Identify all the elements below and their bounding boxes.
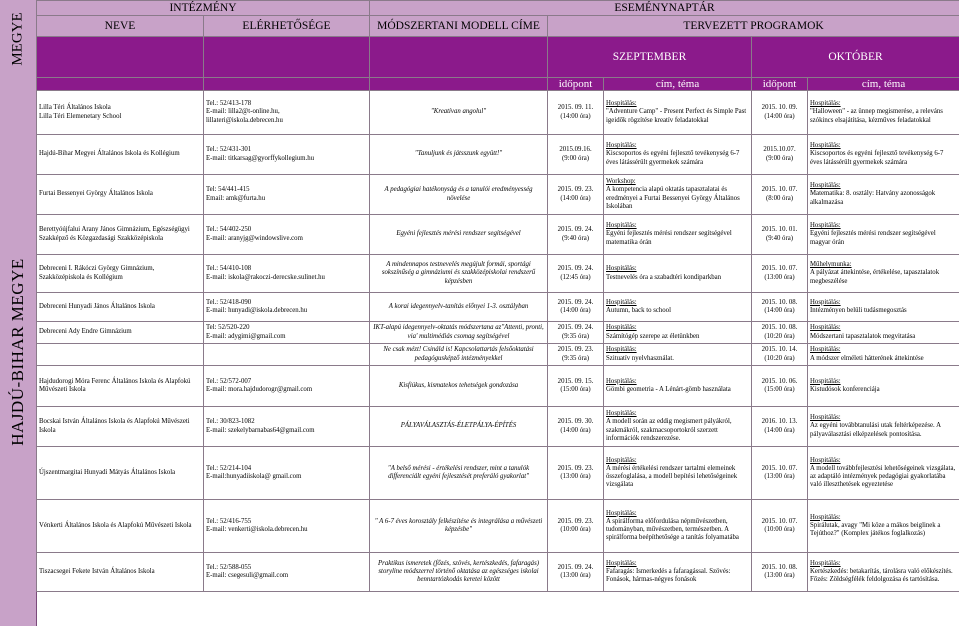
sep-event-text: A kompetencia alapú oktatás tapasztalatai és eredményei a Furtai Bessenyei György Általános Iskolában xyxy=(606,186,740,210)
oct-date: 2015. 10. 07. xyxy=(761,186,798,194)
oct-event-cell xyxy=(808,293,959,322)
sep-event-text: "Adventure Camp" - Present Perfect és Simple Past igeidők rögzítése kreatív feladatokkal xyxy=(606,108,747,124)
szeptember-header: SZEPTEMBER xyxy=(548,37,752,78)
oct-event-cell xyxy=(808,500,959,553)
table-row xyxy=(37,293,959,322)
oct-event-text: A pályázat áttekintése, értékelése, tapasztalatok megbeszélése xyxy=(810,269,940,285)
oct-date: 2015. 10. 07. xyxy=(761,517,798,525)
contact-cell xyxy=(204,553,370,592)
sep-date: 2015. 09. 23. xyxy=(557,186,594,194)
school-name-cell xyxy=(37,135,204,175)
sep-date: (14:00 óra) xyxy=(560,307,591,314)
sep-event-text: Autumn, back to school xyxy=(606,307,671,314)
sep-event-text: Testnevelés óra a szabadtéri kondiparkban xyxy=(606,273,722,281)
oct-date: 2015. 10. 07. xyxy=(761,464,798,472)
sep-event-text: A spirálforma előfordulása népművészetben, tudományban, művészetben, természetben. A spirálforma beépíthetősége a tanítás folyamatába xyxy=(606,517,739,542)
sep-date: (14:00 óra) xyxy=(560,426,591,434)
sep-event-cell xyxy=(604,553,752,592)
sep-event-text: Szituatív nyelvhasználat. xyxy=(606,354,674,362)
model-title-cell xyxy=(370,255,548,293)
oct-event-type: Hospitálás: xyxy=(810,559,841,567)
contact-line: Tel.: 52/413-178 xyxy=(206,100,252,108)
sep-event-text: A mérési értékelési rendszer tartalmi elemeinek összefoglalása, a modell bepítési lehetőségeinek vizsgálata xyxy=(606,464,738,489)
oct-date-cell xyxy=(752,366,808,407)
oct-date: (13:00 óra) xyxy=(764,572,795,579)
sep-date-cell xyxy=(548,293,604,322)
oct-event-cell xyxy=(808,447,959,500)
table-row xyxy=(37,407,959,447)
oct-date: 2015. 10. 07. xyxy=(761,265,798,273)
sep-date: (9:00 óra) xyxy=(562,154,590,162)
sep-date: (15:00 óra) xyxy=(560,386,591,393)
esemenynaptar-header: ESEMÉNYNAPTÁR xyxy=(370,1,959,16)
megye-header xyxy=(0,0,37,79)
school-name-cell xyxy=(37,366,204,407)
sep-event-type: Hospitálás: xyxy=(606,410,637,418)
contact-line: E-mail: szekelybarnabas64@gmail.com xyxy=(206,426,315,434)
oct-date-cell xyxy=(752,322,808,344)
oct-date-cell xyxy=(752,553,808,592)
oct-event-text: Módszertani tapasztalatok megvitatása xyxy=(810,332,916,340)
model-title: Praktikus ismeretek (főzés, szövés, kertészkedés, fafaragás) storyline módszerrel történő oktatása az egészséges iskolai benntartózkodás keretei között xyxy=(378,559,539,584)
contact-cell xyxy=(204,322,370,344)
oct-date-cell xyxy=(752,500,808,553)
model-title: A korai idegennyelv-tanítás előnyei 1-3. osztályban xyxy=(388,302,529,310)
school-name: Újszentmargitai Hunyadi Mátyás Általános Iskola xyxy=(39,468,176,476)
contact-cell xyxy=(204,91,370,135)
contact-line: E-mail: venkerti@iskola.debrecen.hu xyxy=(206,526,308,533)
oct-cim-header: cím, téma xyxy=(808,78,959,91)
sep-date-cell xyxy=(548,175,604,215)
oct-idopont-header: időpont xyxy=(752,78,808,91)
oct-event-type: Hospitálás: xyxy=(810,182,841,190)
sep-event-cell xyxy=(604,366,752,407)
sep-date: 2015. 09. 24. xyxy=(557,563,594,571)
oct-date: 2015. 10. 14. xyxy=(761,346,798,354)
table-row xyxy=(37,500,959,553)
model-title: Egyéni fejlesztés mérési rendszer segítségével xyxy=(396,230,521,238)
contact-line: Tel.: 52/572-007 xyxy=(206,377,252,385)
h4-blank-2 xyxy=(204,78,370,91)
intezmeny-header: INTÉZMÉNY xyxy=(37,1,370,16)
model-title: A mindennapos testnevelés megújult formái, sportági sokszínűség a gimnáziumi és szakközépiskolai rendszerű képzésben xyxy=(381,261,536,285)
contact-line: Tel.: 52/431-301 xyxy=(206,146,252,154)
sep-event-text: A modell során az eddig megismert pályákról, szakmákról, szakmacsoportokról szerzett információk rendszerezése. xyxy=(606,418,732,442)
school-name: Debreceni Ady Endre Gimnázium xyxy=(39,328,132,336)
oct-event-type: Hospitálás: xyxy=(810,346,841,354)
sep-event-cell xyxy=(604,255,752,293)
contact-cell xyxy=(204,135,370,175)
contact-line: Tel.: 54/402-250 xyxy=(206,226,252,234)
school-name: Lilla Téri Elemenetary School xyxy=(39,112,122,120)
sep-event-type: Workshop: xyxy=(606,178,636,186)
contact-cell xyxy=(204,215,370,255)
oct-event-type: Hospitálás: xyxy=(810,324,841,332)
contact-line: lillateri@iskola.debrecen.hu xyxy=(206,116,283,124)
oct-date-cell xyxy=(752,447,808,500)
school-name: Debreceni I. Rákóczi György Gimnázium, Szakközépiskola és Kollégium xyxy=(39,265,155,281)
sep-event-text: Egyéni fejlesztés mérési rendszer segítségével matematika órán xyxy=(606,230,732,246)
sep-date: 2015.09.16. xyxy=(559,146,592,154)
oct-date: (10:20 óra) xyxy=(764,354,795,362)
sep-date: 2015. 09. 24. xyxy=(557,298,594,306)
tervezett-header: TERVEZETT PROGRAMOK xyxy=(548,16,959,37)
sep-event-cell xyxy=(604,447,752,500)
oct-event-text: Kertészkedés: betakarítás, tárolásra való előkészítés. Főzés: Zöldségfélék feldolgozása és tartósítása. xyxy=(810,567,953,584)
sep-event-type: Hospitálás: xyxy=(606,265,637,273)
oct-event-type: Hospitálás: xyxy=(810,298,841,306)
oct-date-cell xyxy=(752,135,808,175)
sep-date: (10:00 óra) xyxy=(560,526,591,533)
oct-date-cell xyxy=(752,407,808,447)
oct-event-type: Hospitálás: xyxy=(810,513,841,521)
model-title: PÁLYAVÁLASZTÁS-ÉLETPÁLYA-ÉPÍTÉS xyxy=(400,422,517,430)
sep-date-cell xyxy=(548,366,604,407)
school-name: Furtai Bessenyei György Általános Iskola xyxy=(39,190,153,198)
sep-event-type: Hospitálás: xyxy=(606,346,637,354)
h3-blank-3 xyxy=(370,37,548,78)
sep-event-cell xyxy=(604,407,752,447)
sep-date-cell xyxy=(548,322,604,344)
sep-event-text: Fafaragás: Ismerkedés a fafaragással. Szövés: Fonások, hármas-négyes fonások xyxy=(606,567,731,584)
sep-date: (14:00 óra) xyxy=(560,194,591,202)
oct-date: 2015. 10. 08. xyxy=(761,298,798,306)
contact-cell xyxy=(204,293,370,322)
oct-date: (13:00 óra) xyxy=(764,473,795,480)
school-name: Bocskai István Általános Iskola és Alapfokú Művészeti Iskola xyxy=(39,418,190,434)
oct-event-cell xyxy=(808,215,959,255)
oct-event-cell xyxy=(808,553,959,592)
sep-date: 2015. 09. 30. xyxy=(557,418,594,426)
contact-cell xyxy=(204,255,370,293)
oct-date: 2015. 10. 08. xyxy=(761,563,798,571)
oct-date-cell xyxy=(752,255,808,293)
sep-date-cell xyxy=(548,500,604,553)
oct-date-cell xyxy=(752,175,808,215)
oct-event-cell xyxy=(808,175,959,215)
h3-blank-2 xyxy=(204,37,370,78)
school-name-cell xyxy=(37,255,204,293)
sep-idopont-header: időpont xyxy=(548,78,604,91)
oct-event-text: Kiscsoportos és egyéni fejlesztő tevékenység 6-7 éves látássérült gyermekek számára xyxy=(810,150,944,166)
oct-date: 2016. 10. 13. xyxy=(761,418,798,426)
h3-blank-1 xyxy=(37,37,204,78)
model-title: "A belső mérési - értékelési rendszer, mint a tanulók differenciált egyéni fejlesztését preferáló gyakorlat" xyxy=(387,464,530,480)
oct-event-text: Egyéni fejlesztés mérési rendszer segítségével magyar órán xyxy=(810,230,936,246)
table-row xyxy=(37,553,959,592)
model-title-cell xyxy=(370,175,548,215)
contact-line: E-mail: iskola@rakoczi-derecske.sulinet.hu xyxy=(206,273,325,281)
sep-date-cell xyxy=(548,215,604,255)
school-name-cell xyxy=(37,407,204,447)
contact-line: E-mail: hunyadi@iskola.debrecen.hu xyxy=(206,307,308,314)
table-row xyxy=(37,175,959,215)
sep-event-type: Hospitálás: xyxy=(606,377,637,385)
sep-event-type: Hospitálás: xyxy=(606,559,637,567)
oct-date: 2015. 10. 09. xyxy=(761,104,798,112)
contact-line: Tel: 54/441-415 xyxy=(206,186,250,194)
sep-date: (9:35 óra) xyxy=(562,354,590,362)
oct-date: (14:00 óra) xyxy=(764,426,795,434)
sep-event-text: Kiscsoportos és egyéni fejlesztő tevékenység 6-7 éves látássérült gyermekek számára xyxy=(606,150,740,166)
contact-line: Tel.: 52/416-755 xyxy=(206,517,252,525)
school-name: Berettyóújfalui Arany János Gimnázium, Egészségügyi Szakképző és Közgazdasági Szakközépiskola xyxy=(39,226,190,242)
h4-blank-1 xyxy=(37,78,204,91)
school-name: Hajdudorogi Móra Ferenc Általános Iskola és Alapfokú Művészeti Iskola xyxy=(39,377,191,393)
table-row xyxy=(37,366,959,407)
sep-date-cell xyxy=(548,135,604,175)
contact-line: Tel.: 54/410-108 xyxy=(206,265,252,273)
oct-event-cell xyxy=(808,366,959,407)
table-row xyxy=(37,91,959,135)
model-title-cell xyxy=(370,553,548,592)
model-title: "Tanuljunk és játsszunk együtt!" xyxy=(414,150,503,158)
oct-date: (8:00 óra) xyxy=(766,194,794,202)
school-name-cell xyxy=(37,447,204,500)
oct-date: (13:00 óra) xyxy=(764,273,795,281)
sep-event-cell xyxy=(604,175,752,215)
oct-event-type: Hospitálás: xyxy=(810,377,841,385)
table-row xyxy=(37,255,959,293)
sep-date: (13:00 óra) xyxy=(560,473,591,480)
school-name-cell xyxy=(37,344,204,366)
school-name-cell xyxy=(37,322,204,344)
oct-date: (9:40 óra) xyxy=(766,234,794,242)
megye-header-label: MEGYE xyxy=(9,12,26,66)
oct-date: 2015. 10. 06. xyxy=(761,377,798,385)
sep-event-cell xyxy=(604,500,752,553)
oct-date-cell xyxy=(752,293,808,322)
school-name-cell xyxy=(37,553,204,592)
sep-cim-header: cím, téma xyxy=(604,78,752,91)
model-title-cell xyxy=(370,91,548,135)
sep-event-type: Hospitálás: xyxy=(606,142,637,150)
school-name: Lilla Téri Általános Iskola xyxy=(39,104,111,112)
sep-date-cell xyxy=(548,255,604,293)
contact-line: E-mail: adygimi@gmail.com xyxy=(206,332,286,340)
sep-date: 2015. 09. 23. xyxy=(557,464,594,472)
oct-date: (14:00 óra) xyxy=(764,307,795,314)
oct-date: 2015. 10. 08. xyxy=(761,324,798,332)
sep-event-text: Számítógép szerepe az életünkben xyxy=(606,332,700,340)
oct-date: (10:00 óra) xyxy=(764,526,795,533)
oktober-header: OKTÓBER xyxy=(752,37,959,78)
event-calendar-table xyxy=(36,0,959,626)
contact-line: Tel.: 52/214-104 xyxy=(206,464,252,472)
contact-line: E-mail: titkarsag@gyorffykollegium.hu xyxy=(206,154,315,162)
oct-event-text: Kistudósok konferenciája xyxy=(810,386,880,393)
table-row xyxy=(37,322,959,344)
oct-date: (15:00 óra) xyxy=(764,386,795,393)
sep-event-type: Hospitálás: xyxy=(606,509,637,517)
oct-date: (9:00 óra) xyxy=(766,154,794,162)
oct-event-type: Hospitálás: xyxy=(810,456,841,464)
model-title-cell xyxy=(370,344,548,366)
sep-date: (9:40 óra) xyxy=(562,234,590,242)
elerhetoseg-header: ELÉRHETŐSÉGE xyxy=(204,16,370,37)
sep-date-cell xyxy=(548,407,604,447)
model-title-cell xyxy=(370,366,548,407)
sep-event-cell xyxy=(604,293,752,322)
contact-line: E-mail: lilla2@t-online.hu, xyxy=(206,108,280,116)
oct-date-cell xyxy=(752,344,808,366)
sep-date: 2015. 09. 24. xyxy=(557,265,594,273)
sep-event-cell xyxy=(604,344,752,366)
sep-date: 2015. 09. 24. xyxy=(557,226,594,234)
contact-line: E-mail: mora.hajdudorogr@gmail.com xyxy=(206,386,313,393)
oct-event-type: Hospitálás: xyxy=(810,100,841,108)
county-label: HAJDÚ-BIHAR MEGYE xyxy=(8,258,27,446)
sep-date: (9:35 óra) xyxy=(562,332,590,340)
oct-event-type: Műhelymunka: xyxy=(810,261,852,269)
contact-cell xyxy=(204,344,370,366)
header-row-2 xyxy=(37,16,959,37)
oct-date-cell xyxy=(752,215,808,255)
school-name: Debreceni Hunyadi János Általános Iskola xyxy=(39,302,155,310)
contact-line: E-mail:hunyadiiskola@ gmail.com xyxy=(206,473,302,480)
sep-date: 2015. 09. 24. xyxy=(557,324,594,332)
school-name-cell xyxy=(37,293,204,322)
contact-cell xyxy=(204,407,370,447)
sep-event-text: Gömbi geometria - A Lénárt-gömb használata xyxy=(606,386,731,393)
oct-event-text: Spirálutak, avagy "Mi köze a mákos beiglinek a Tejúthoz?" (Komplex játékos foglalkozás) xyxy=(810,521,941,538)
school-name-cell xyxy=(37,215,204,255)
county-band xyxy=(0,78,37,626)
school-name: Hajdú-Bihar Megyei Általános Iskola és Kollégium xyxy=(39,150,180,158)
sep-event-cell xyxy=(604,135,752,175)
oct-event-cell xyxy=(808,135,959,175)
sep-event-cell xyxy=(604,91,752,135)
sep-event-cell xyxy=(604,215,752,255)
sep-date: 2015. 09. 23. xyxy=(557,346,594,354)
sep-event-type: Hospitálás: xyxy=(606,222,637,230)
school-name-cell xyxy=(37,91,204,135)
sep-date-cell xyxy=(548,91,604,135)
oct-event-text: "Halloween" - az ünnep megismerése, a releváns szókincs elsajátítása, kézműves feladatokkal xyxy=(810,108,943,124)
header-row-4 xyxy=(37,78,959,91)
oct-event-text: Matematika: 8. osztály: Hatvány azonosságok alkalmazása xyxy=(810,190,936,206)
header-row-3 xyxy=(37,37,959,78)
model-title-cell xyxy=(370,322,548,344)
neve-header: NEVE xyxy=(37,16,204,37)
table-row xyxy=(37,344,959,366)
sep-date: (13:00 óra) xyxy=(560,572,591,579)
sep-date: 2015. 09. 23. xyxy=(557,517,594,525)
oct-event-text: A modell továbbfejlesztési lehetőségeinek vizsgálata, az adaptáló intézmények pedagógiai gyakorlatába való illeszthetések egyeztetése xyxy=(810,464,956,489)
table-row xyxy=(37,135,959,175)
oct-event-type: Hospitálás: xyxy=(810,142,841,150)
oct-event-text: Az egyéni továbbtanulási utak feltérképezése. A pályaválasztási elképzelések pontosítása. xyxy=(810,422,941,438)
sep-event-cell xyxy=(604,322,752,344)
model-title-cell xyxy=(370,447,548,500)
model-title: "Kreatívan angolul" xyxy=(430,108,487,116)
sep-event-type: Hospitálás: xyxy=(606,100,637,108)
sep-date: 2015. 09. 11. xyxy=(557,104,594,112)
model-title: Ne csak mézt! Csináld is! Kapcsolattartás felsőoktatási pedagógusképző intézményekkel xyxy=(383,346,534,362)
sep-date-cell xyxy=(548,553,604,592)
contact-line: E-mail: aranyjg@windowslive.com xyxy=(206,234,303,242)
school-name-cell xyxy=(37,500,204,553)
oct-event-cell xyxy=(808,344,959,366)
table-row xyxy=(37,215,959,255)
sep-date-cell xyxy=(548,344,604,366)
contact-line: E-mail: csegesuli@gmail.com xyxy=(206,572,289,579)
contact-cell xyxy=(204,175,370,215)
oct-event-cell xyxy=(808,322,959,344)
model-title-cell xyxy=(370,215,548,255)
contact-cell xyxy=(204,366,370,407)
model-title-cell xyxy=(370,293,548,322)
contact-cell xyxy=(204,500,370,553)
sep-event-type: Hospitálás: xyxy=(606,324,637,332)
oct-event-text: A módszer elméleti hátterének áttekintése xyxy=(810,354,924,362)
contact-cell xyxy=(204,447,370,500)
sep-date: 2015. 09. 15. xyxy=(557,377,594,385)
contact-line: Tel.: 52/588-055 xyxy=(206,563,252,571)
sep-event-type: Hospitálás: xyxy=(606,298,637,306)
oct-event-cell xyxy=(808,91,959,135)
model-title: " A 6-7 éves korosztály felkészítése és integrálása a művészeti képzésbe" xyxy=(374,517,543,533)
sep-date-cell xyxy=(548,447,604,500)
header-row-1 xyxy=(37,1,959,16)
school-name-cell xyxy=(37,175,204,215)
model-title: Kisfiúkus, kismatekos tehetségek gondozása xyxy=(398,381,519,389)
school-name: Vénkerti Általános Iskola és Alapfokú Művészeti Iskola xyxy=(39,521,192,529)
oct-date: 2015. 10. 01. xyxy=(761,226,798,234)
contact-line: Tel: 52/520-220 xyxy=(206,324,250,332)
model-title: IKT-alapú idegennyelv-oktatás módszertana az"Attenti, pronti, via' multimédiás csomag segítségével xyxy=(373,324,544,340)
contact-line: Tel.: 30/823-1082 xyxy=(206,418,255,426)
oct-date: (14:00 óra) xyxy=(764,112,795,120)
table-row xyxy=(37,447,959,500)
oct-event-cell xyxy=(808,255,959,293)
model-title-cell xyxy=(370,407,548,447)
modszertani-header: MÓDSZERTANI MODELL CÍME xyxy=(370,16,548,37)
sep-date: (14:00 óra) xyxy=(560,112,591,120)
oct-date: (10:20 óra) xyxy=(764,332,795,340)
oct-date-cell xyxy=(752,91,808,135)
oct-date: 2015.10.07. xyxy=(763,146,796,154)
sep-event-type: Hospitálás: xyxy=(606,456,637,464)
model-title-cell xyxy=(370,500,548,553)
oct-event-text: Intézményen belüli tudásmegosztás xyxy=(810,307,907,314)
model-title: A pedagógiai hatékonyság és a tanulói eredményesség növelése xyxy=(384,186,533,202)
contact-line: Email: amk@furta.hu xyxy=(206,194,266,202)
oct-event-cell xyxy=(808,407,959,447)
model-title-cell xyxy=(370,135,548,175)
h4-blank-3 xyxy=(370,78,548,91)
contact-line: Tel.: 52/418-090 xyxy=(206,298,252,306)
school-name: Tiszacsegei Fekete István Általános Iskola xyxy=(39,567,155,575)
oct-event-type: Hospitálás: xyxy=(810,222,841,230)
oct-event-type: Hospitálás: xyxy=(810,414,841,422)
table-body xyxy=(37,91,959,592)
sep-date: (12:45 óra) xyxy=(560,273,591,281)
